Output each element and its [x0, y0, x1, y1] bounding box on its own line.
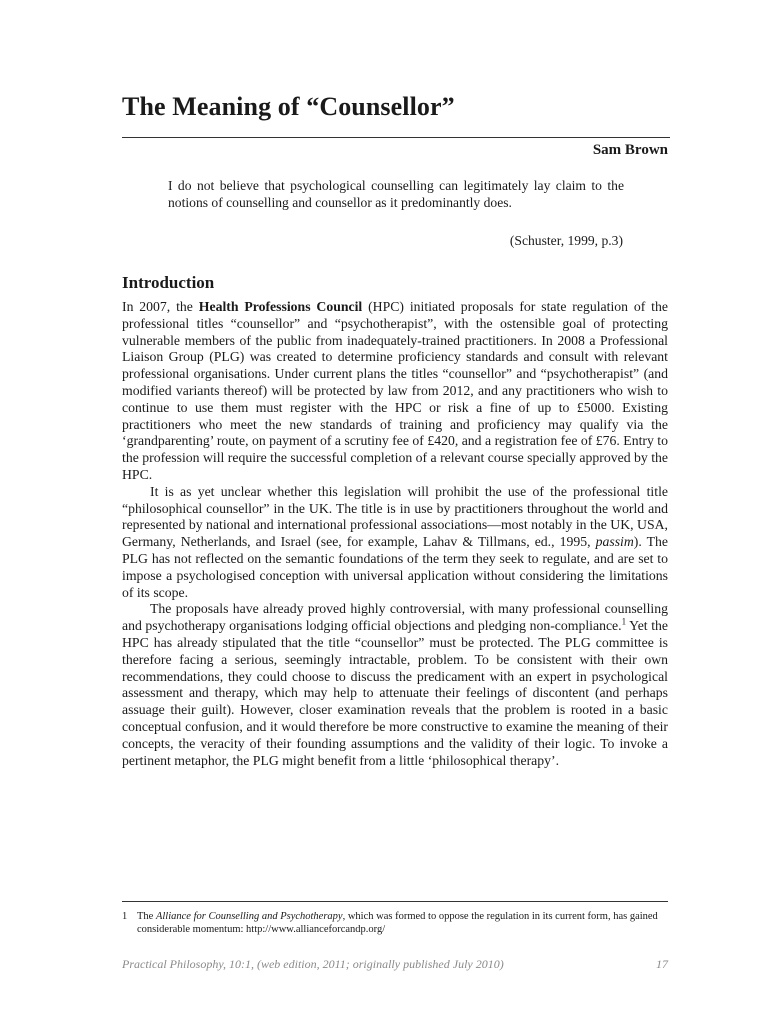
body-text [122, 299, 668, 769]
paragraph-1-text-b: (HPC) initiated proposals for state regulation of the professional titles “counsellor” and “psychotherapist”, with the ostensible goal of protecting vulnerable members of the public from inadequately-trained practitioners. In 2008 a Professional Liaison Group (PLG) was created to determine proficiency standards and consult with relevant professional organisations. Under current plans the titles “counsellor” and “psychotherapist” (and modified variants thereof) will be protected by law from 2012, and any practitioners who wish to continue to use them must register with the HPC or risk a fine of up to £5000. Existing practitioners who meet the new standards of training and proficiency may qualify via the ‘grandparenting’ route, on payment of a scrutiny fee of £420, and a registration fee of £76. Entry to the profession will require the successful completion of a relevant course specially approved by the HPC. [122, 299, 668, 482]
paper-title: The Meaning of “Counsellor” [122, 92, 455, 121]
footnote-text-b: , which was formed to oppose the regulation in its current form, has gained considerable momentum: http://www.allianceforcandp.org/ [137, 911, 658, 935]
passim-term: passim [595, 534, 634, 550]
epigraph-citation: (Schuster, 1999, p.3) [509, 233, 623, 248]
epigraph-quote: I do not believe that psychological counselling can legitimately lay claim to the notions of counselling and counsellor as it predominantly does. [168, 178, 624, 210]
alliance-name: Alliance for Counselling and Psychotherapy [155, 911, 343, 922]
paragraph-2 [122, 484, 668, 602]
paragraph-3-text-a: The proposals have already proved highly controversial, with many professional counselling and psychotherapy organisations lodging official objections and pledging non-compliance. [122, 601, 668, 634]
footnote-reference[interactable]: 1 [621, 616, 627, 627]
paragraph-1 [122, 299, 668, 484]
footnote-rule [122, 901, 668, 902]
paragraph-2-text-a: It is as yet unclear whether this legislation will prohibit the use of the professional title “philosophical counsellor” in the UK. The title is in use by practitioners throughout the world and represented by national and international professional associations—most notably in the UK, USA, Germany, Netherlands, and Israel (see, for example, Lahav & Tillmans, ed., 1995, [122, 483, 668, 550]
footnote-text [137, 910, 668, 936]
footnote-mark: 1 [122, 911, 128, 922]
journal-reference: Practical Philosophy, 10:1, (web edition, 2011; originally published July 2010) [122, 957, 504, 971]
section-heading: Introduction [122, 273, 215, 292]
author-name: Sam Brown [592, 142, 668, 158]
paragraph-1-text-a: In 2007, the [122, 299, 199, 314]
paragraph-3 [122, 601, 668, 769]
running-footer [122, 957, 668, 972]
page-number: 17 [656, 957, 668, 971]
paragraph-2-text-b: ). The PLG has not reflected on the semantic foundations of the term they seek to regulate, and are set to impose a psychologised conception with universal application without considering the limitations of its scope. [122, 534, 668, 600]
footnote-text-a: The [137, 911, 156, 922]
title-rule [122, 137, 670, 138]
hpc-name: Health Professions Council [198, 299, 363, 314]
paragraph-3-text-b: Yet the HPC has already stipulated that the title “counsellor” must be protected. The PLG committee is therefore facing a serious, seemingly intractable, problem. To be consistent with their own recommendations, they could choose to discuss the predicament with an expert in psychological assessment and therapy, which may help to attenuate their feelings of discontent (and perhaps assuage their guilt). However, closer examination reveals that the problem is rooted in a basic conceptual confusion, and it would therefore be more constructive to examine the meaning of their concepts, the veracity of their founding assumptions and the validity of their logic. To invoke a pertinent metaphor, the PLG might benefit from a little ‘philosophical therapy’. [122, 618, 668, 768]
footnote [122, 910, 668, 936]
